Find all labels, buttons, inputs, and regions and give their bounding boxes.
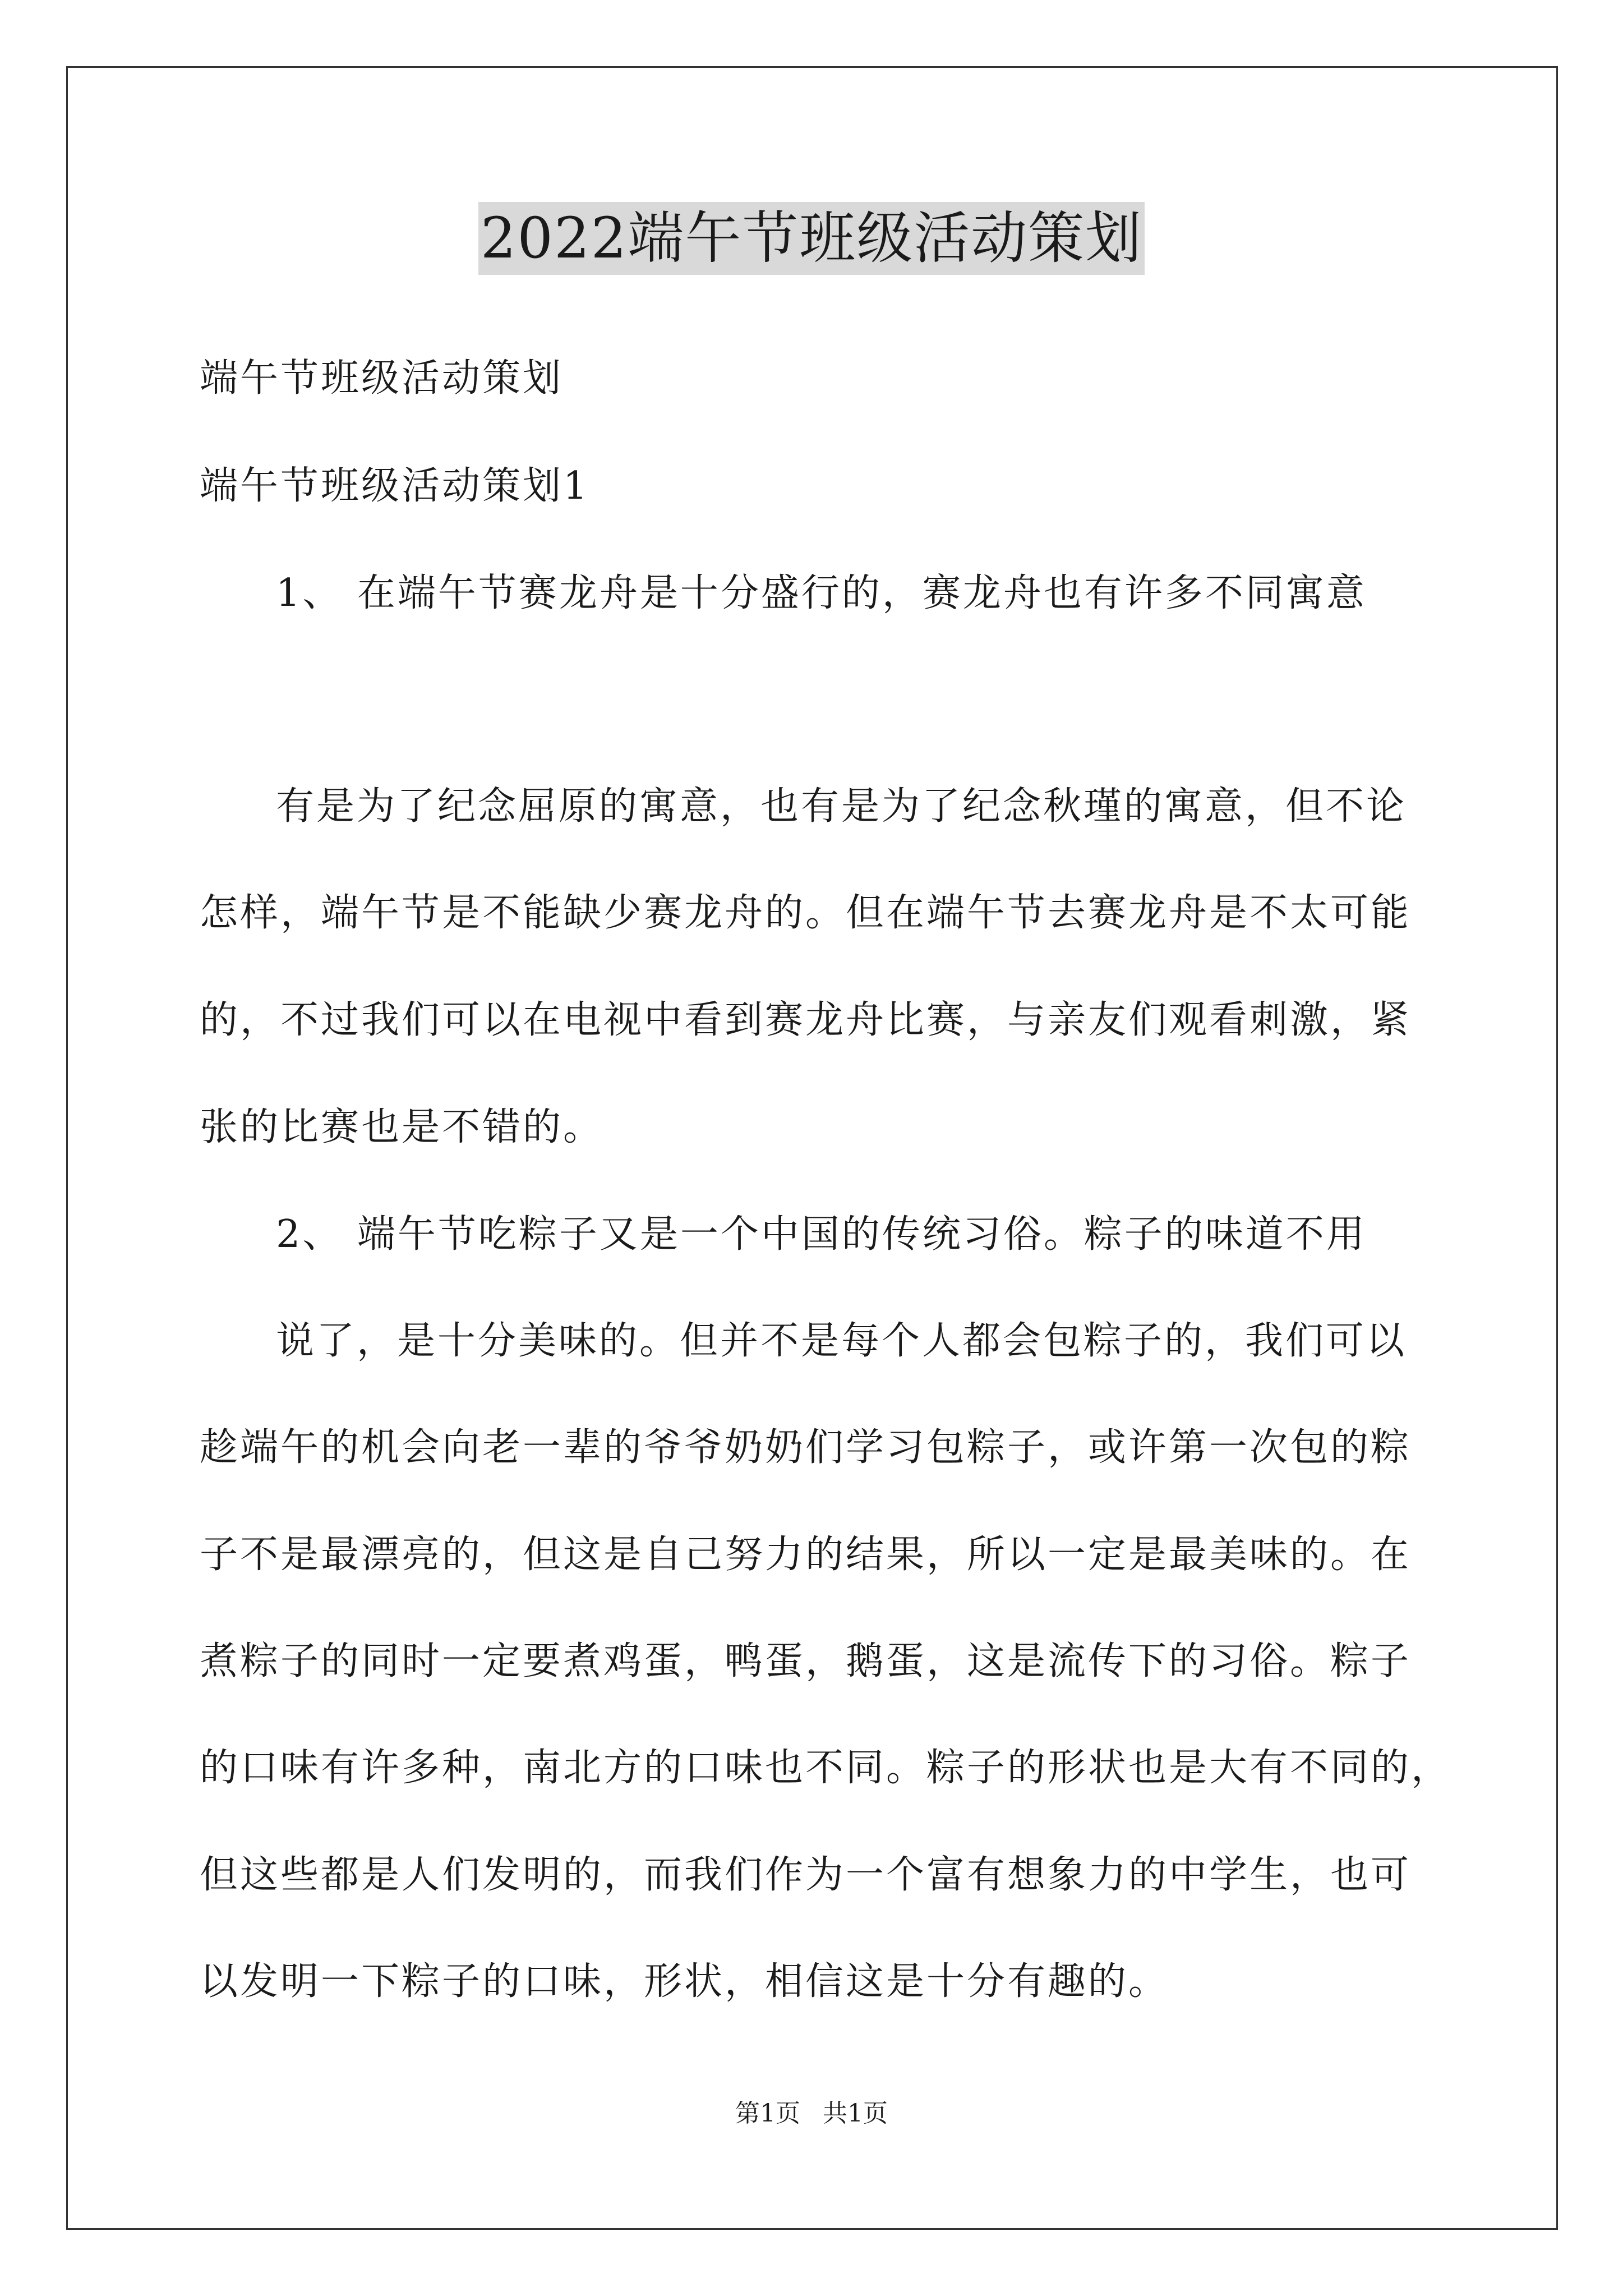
paragraph-line: 的口味有许多种，南北方的口味也不同。粽子的形状也是大有不同的， [200, 1746, 1452, 1790]
page-number-total: 共1页 [823, 2099, 888, 2128]
title-container [0, 202, 1623, 275]
page-footer [0, 2097, 1623, 2131]
paragraph-line: 张的比赛也是不错的。 [200, 1105, 604, 1149]
paragraph-line: 子不是最漂亮的，但这是自己努力的结果，所以一定是最美味的。在 [200, 1533, 1412, 1577]
paragraph-line: 说了，是十分美味的。但并不是每个人都会包粽子的，我们可以 [276, 1319, 1407, 1363]
paragraph-line: 2、 端午节吃粽子又是一个中国的传统习俗。粽子的味道不用 [276, 1212, 1367, 1257]
paragraph-line: 煮粽子的同时一定要煮鸡蛋，鸭蛋，鹅蛋，这是流传下的习俗。粽子 [200, 1639, 1412, 1683]
paragraph-line: 但这些都是人们发明的，而我们作为一个富有想象力的中学生，也可 [200, 1853, 1412, 1897]
paragraph-line: 1、 在端午节赛龙舟是十分盛行的，赛龙舟也有许多不同寓意 [276, 571, 1367, 615]
paragraph-line: 趁端午的机会向老一辈的爷爷奶奶们学习包粽子，或许第一次包的粽 [200, 1425, 1412, 1470]
paragraph-line: 的，不过我们可以在电视中看到赛龙舟比赛，与亲友们观看刺激，紧 [200, 998, 1412, 1042]
paragraph-line: 怎样，端午节是不能缺少赛龙舟的。但在端午节去赛龙舟是不太可能 [200, 891, 1412, 935]
section-heading: 端午节班级活动策划1 [200, 464, 590, 508]
paragraph-line: 以发明一下粽子的口味，形状，相信这是十分有趣的。 [200, 1959, 1169, 2004]
subtitle: 端午节班级活动策划 [200, 356, 564, 401]
document-title: 2022端午节班级活动策划 [478, 202, 1145, 275]
paragraph-line: 有是为了纪念屈原的寓意，也有是为了纪念秋瑾的寓意，但不论 [276, 784, 1407, 829]
page-number-current: 第1页 [735, 2099, 800, 2128]
